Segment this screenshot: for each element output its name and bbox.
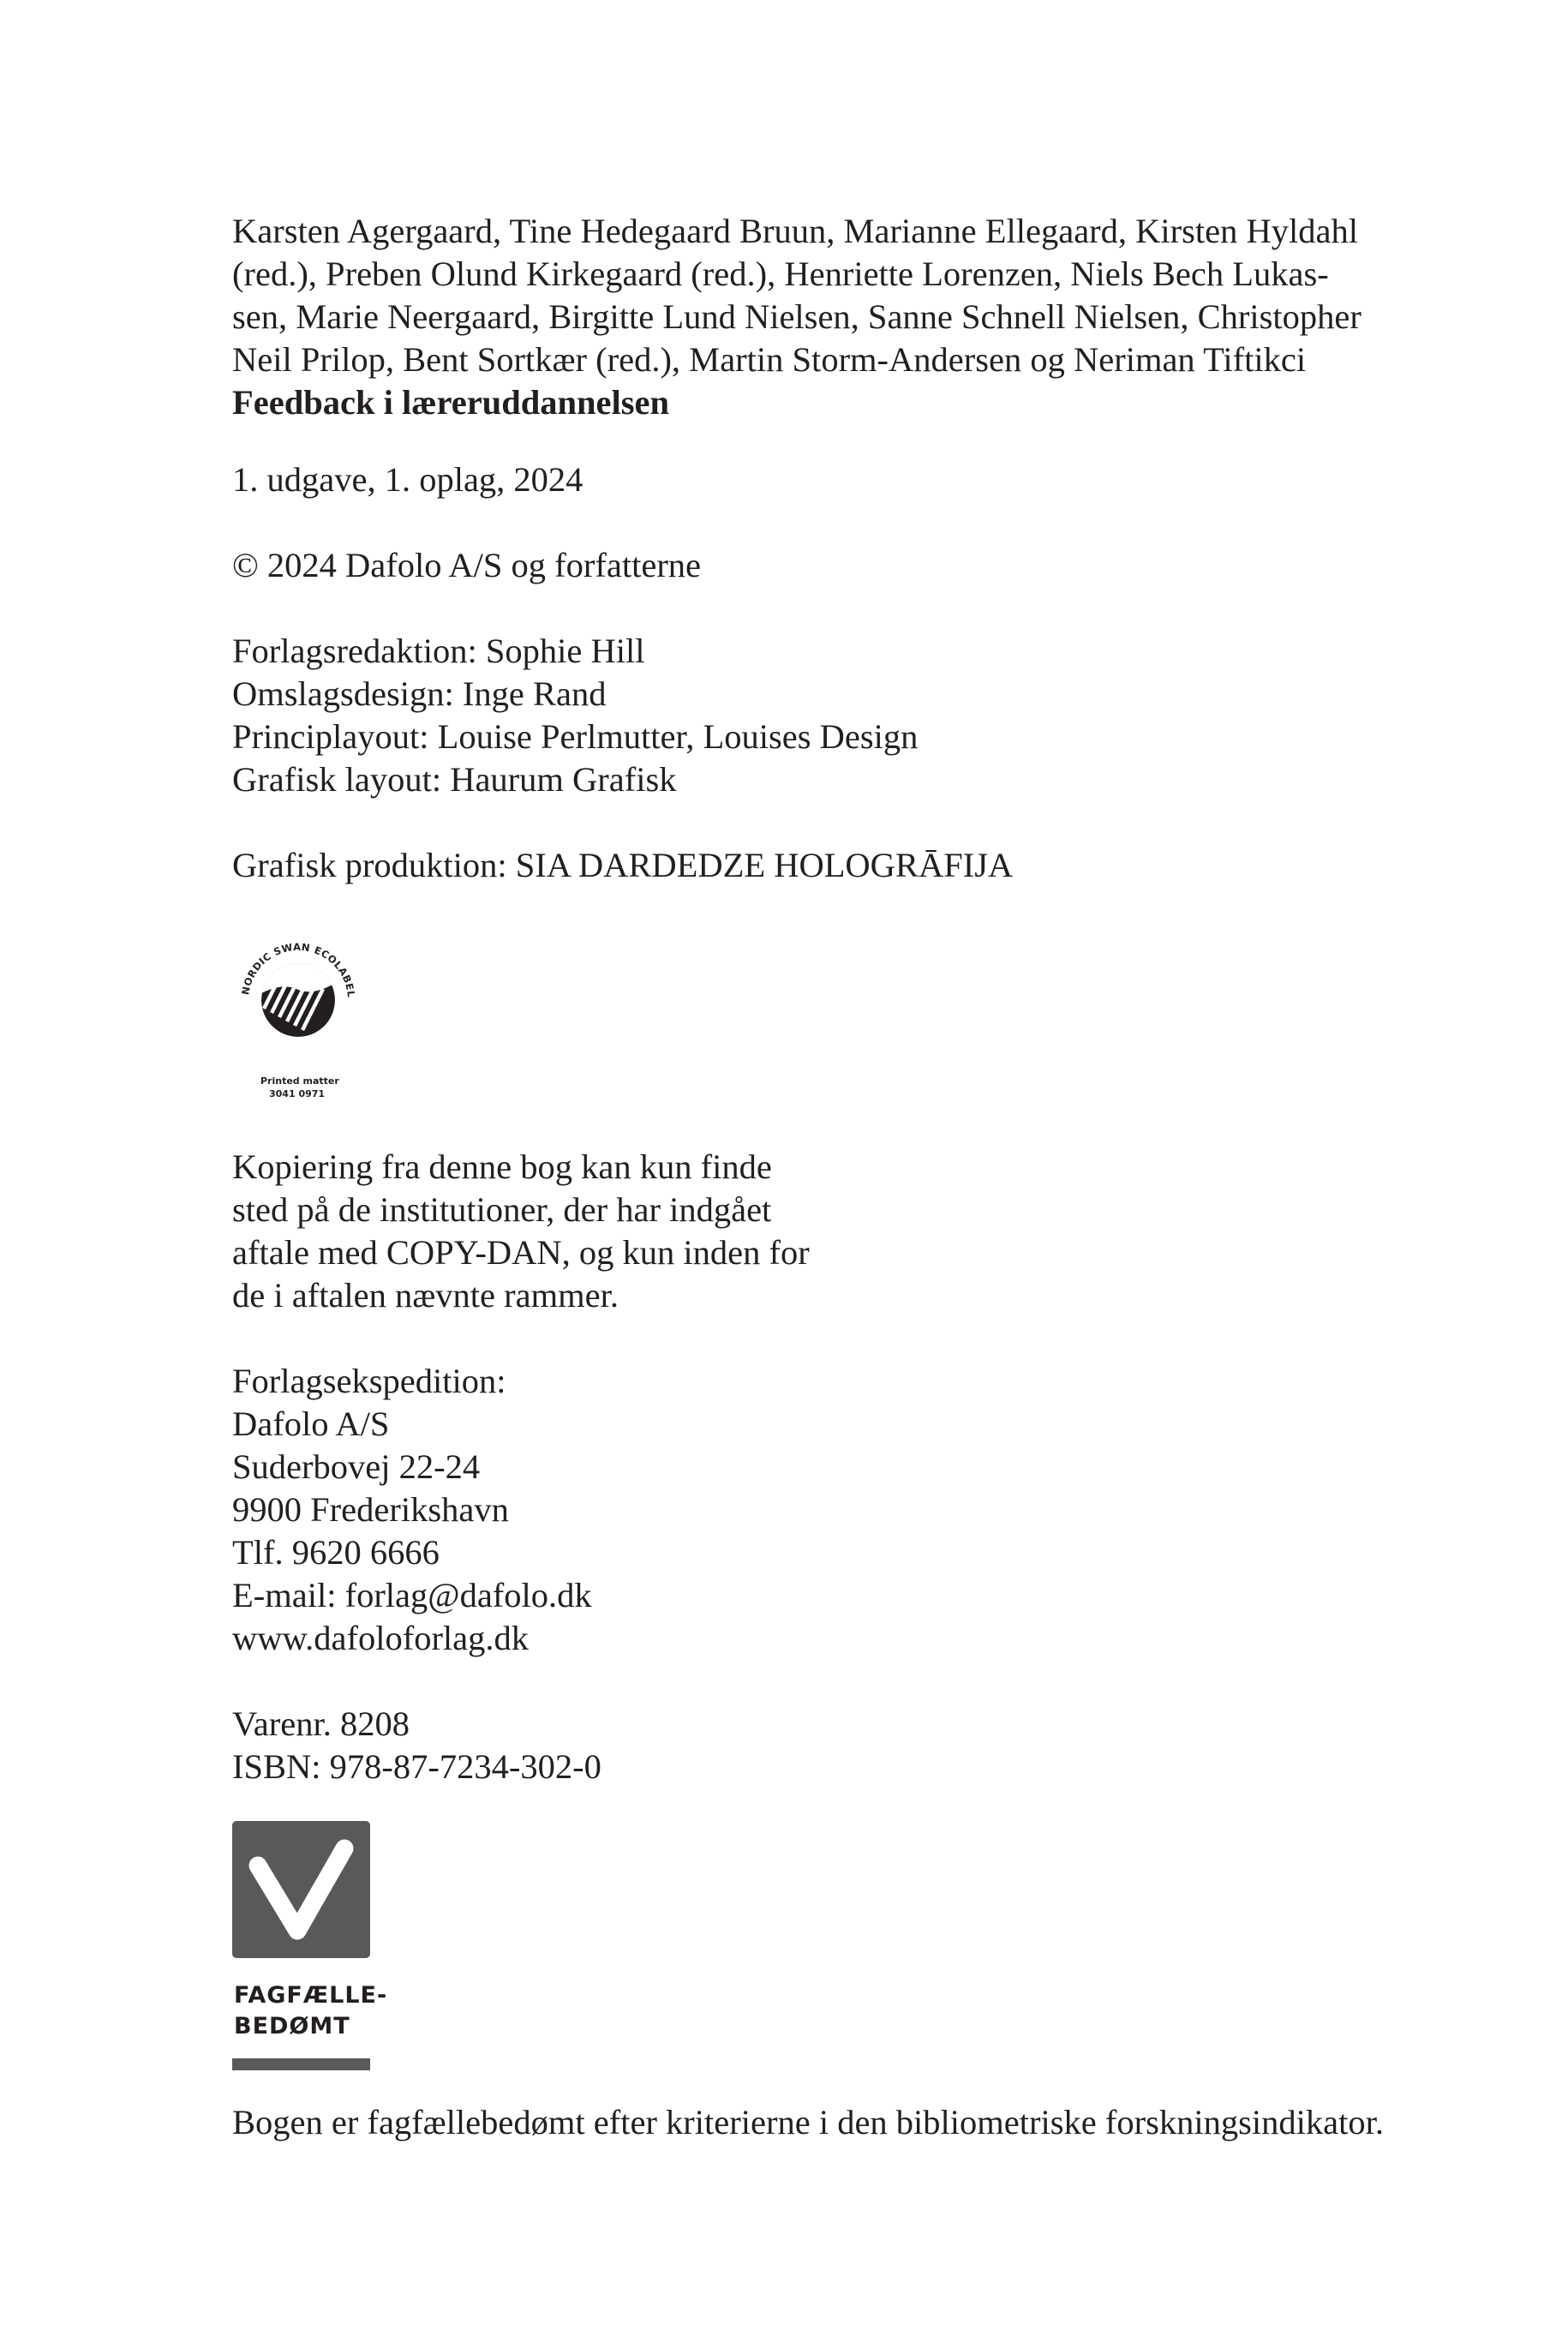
distributor-city: 9900 Frederikshavn — [232, 1490, 509, 1529]
book-title: Feedback i læreruddannelsen — [232, 383, 670, 422]
item-number: Varenr. 8208 — [232, 1704, 410, 1743]
peer-review-note: Bogen er fagfællebedømt efter kriterierne i den bibliometriske forskningsindikator. — [232, 2103, 1384, 2141]
checkmark-icon — [232, 1821, 370, 1958]
distributor-street: Suderbovej 22-24 — [232, 1447, 481, 1486]
copying-notice — [232, 1146, 810, 1317]
credit-graphic-layout: Grafisk layout: Haurum Grafisk — [232, 760, 677, 799]
authors-line: Neil Prilop, Bent Sortkær (red.), Martin Storm-Andersen og Neriman Tiftikci — [232, 340, 1307, 379]
distributor-name: Dafolo A/S — [232, 1405, 390, 1443]
distributor-heading: Forlagsekspedition: — [232, 1362, 506, 1400]
peer-review-box — [232, 1821, 370, 1958]
distributor-website: www.dafoloforlag.dk — [232, 1619, 530, 1657]
copying-notice-line: de i aftalen nævnte rammer. — [232, 1276, 619, 1315]
authors-line: sen, Marie Neergaard, Birgitte Lund Nielsen, Sanne Schnell Nielsen, Christopher — [232, 297, 1362, 336]
authors-line: Karsten Agergaard, Tine Hedegaard Bruun, Marianne Ellegaard, Kirsten Hyldahl — [232, 212, 1358, 250]
production-line: Grafisk produktion: SIA DARDEDZE HOLOGRĀFIJA — [232, 846, 1014, 884]
distributor-phone: Tlf. 9620 6666 — [232, 1533, 440, 1572]
ecolabel-caption-1: Printed matter — [260, 1075, 339, 1087]
distributor-block — [232, 1360, 592, 1660]
copying-notice-line: sted på de institutioner, der har indgået — [232, 1190, 772, 1229]
peer-review-logo — [232, 1821, 388, 2078]
copying-notice-line: Kopiering fra denne bog kan kun finde — [232, 1147, 772, 1186]
credit-principal-layout: Principlayout: Louise Perlmutter, Louises Design — [232, 717, 919, 756]
peer-review-bar — [232, 2058, 370, 2070]
ecolabel-caption-2: 3041 0971 — [269, 1088, 326, 1099]
edition-line: 1. udgave, 1. oplag, 2024 — [232, 460, 584, 499]
authors-line: (red.), Preben Olund Kirkegaard (red.), Henriette Lorenzen, Niels Bech Lukas- — [232, 255, 1329, 293]
copying-notice-line: aftale med COPY-DAN, og kun inden for — [232, 1233, 810, 1272]
peer-review-label-line: FAGFÆLLE- — [234, 1982, 388, 2009]
swan-icon — [255, 955, 341, 1037]
credits-block — [232, 630, 918, 801]
peer-review-label-line: BEDØMT — [234, 2013, 350, 2039]
copyright-line: © 2024 Dafolo A/S og forfatterne — [232, 546, 702, 584]
credit-editor: Forlagsredaktion: Sophie Hill — [232, 632, 645, 670]
authors-block — [232, 210, 1362, 424]
credit-cover-design: Omslagsdesign: Inge Rand — [232, 674, 607, 713]
peer-review-label — [234, 1980, 387, 2042]
product-info — [232, 1703, 601, 1788]
distributor-email: E-mail: forlag@dafolo.dk — [232, 1576, 592, 1614]
isbn: ISBN: 978-87-7234-302-0 — [232, 1747, 601, 1786]
nordic-swan-ecolabel-logo — [230, 930, 367, 1118]
ecolabel-ring-text: NORDIC SWAN ECOLABEL — [239, 940, 358, 998]
